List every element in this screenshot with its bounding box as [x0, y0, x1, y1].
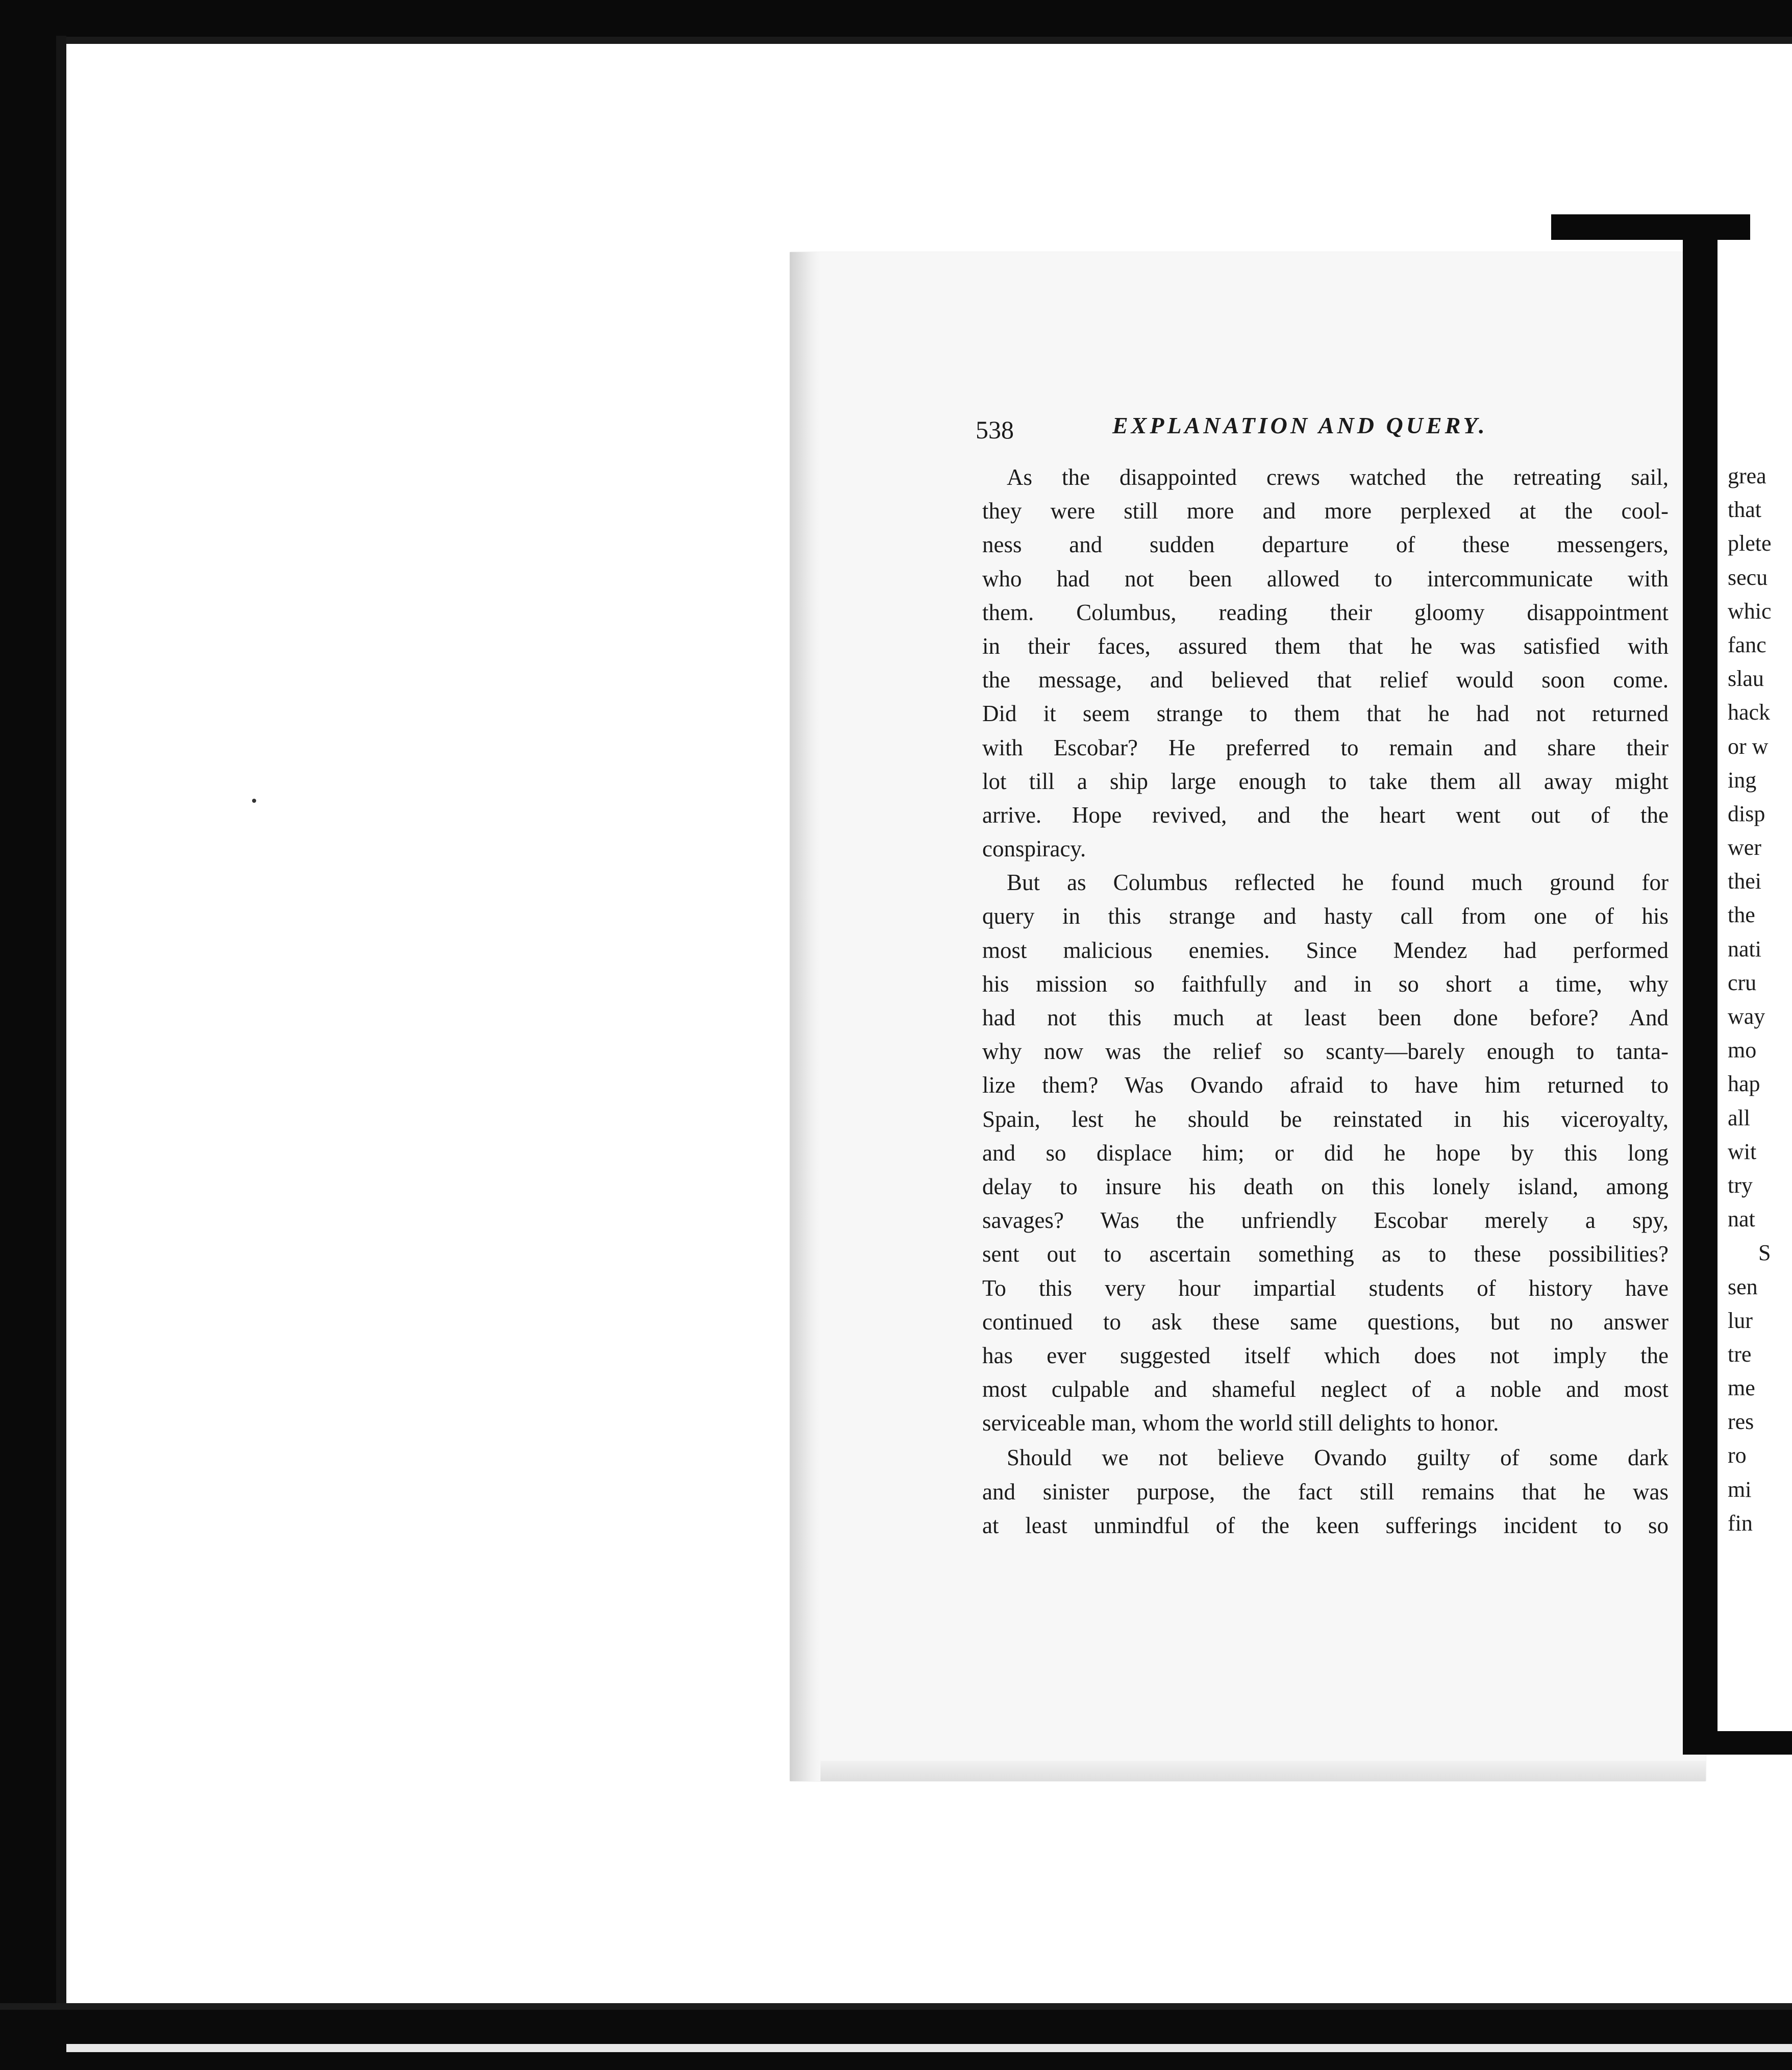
adjacent-line-fragment: me	[1728, 1375, 1755, 1401]
adjacent-line-fragment: wit	[1728, 1139, 1757, 1164]
adjacent-page-text	[1728, 459, 1772, 1540]
running-head	[976, 412, 1680, 448]
text-line: Did it seem strange to them that he had not returned	[982, 701, 1669, 727]
text-line: had not this much at least been done before? And	[982, 1005, 1669, 1030]
text-line: Spain, lest he should be reinstated in his viceroyalty,	[982, 1106, 1669, 1132]
text-line: savages? Was the unfriendly Escobar merely a spy,	[982, 1208, 1669, 1234]
dust-speck	[252, 799, 256, 803]
film-border-bottom	[0, 2010, 1792, 2070]
text-line: But as Columbus reflected he found much ground for	[1007, 870, 1669, 896]
adjacent-line-fragment: lur	[1728, 1308, 1753, 1333]
text-line: Should we not believe Ovando guilty of some dark	[1007, 1445, 1669, 1471]
adjacent-line-fragment: that	[1728, 497, 1761, 523]
text-line: ness and sudden departure of these messengers,	[982, 532, 1669, 558]
film-border-top	[0, 0, 1792, 41]
adjacent-line-fragment: wer	[1728, 835, 1761, 860]
text-line: To this very hour impartial students of history have	[982, 1275, 1669, 1301]
body-text	[982, 460, 1669, 1542]
text-line: query in this strange and hasty call from one of his	[982, 903, 1669, 929]
adjacent-line-fragment: whic	[1728, 598, 1772, 624]
page-bottom-edge	[820, 1761, 1706, 1781]
adjacent-line-fragment: slau	[1728, 666, 1764, 692]
text-line: and sinister purpose, the fact still remains that he was	[982, 1478, 1669, 1505]
adjacent-line-fragment: hack	[1728, 700, 1771, 725]
adjacent-line-fragment: secu	[1728, 564, 1768, 590]
film-border-left	[0, 0, 61, 2070]
adjacent-line-fragment: ing	[1728, 767, 1757, 793]
text-line: most malicious enemies. Since Mendez had performed	[982, 937, 1669, 963]
text-line: has ever suggested itself which does not imply the	[982, 1342, 1669, 1368]
text-line: lize them? Was Ovando afraid to have him returned to	[982, 1072, 1669, 1098]
adjacent-line-fragment: the	[1728, 902, 1755, 928]
text-line: with Escobar? He preferred to remain and share their	[982, 734, 1669, 760]
adjacent-line-fragment: fin	[1728, 1510, 1753, 1536]
paragraph	[982, 1441, 1669, 1542]
film-border-left-edge	[56, 36, 66, 2026]
text-line: in their faces, assured them that he was satisfied with	[982, 633, 1669, 659]
adjacent-line-fragment: disp	[1728, 801, 1765, 826]
text-line: serviceable man, whom the world still delights to honor.	[982, 1410, 1499, 1436]
text-line: his mission so faithfully and in so short a time, why	[982, 971, 1669, 997]
text-line: at least unmindful of the keen sufferings incident to so	[982, 1512, 1669, 1538]
adjacent-line-fragment: nat	[1728, 1206, 1755, 1232]
paragraph	[982, 460, 1669, 866]
text-line: who had not been allowed to intercommunicate with	[982, 565, 1669, 592]
text-line: continued to ask these same questions, but no answer	[982, 1309, 1669, 1335]
adjacent-line-fragment: cru	[1728, 970, 1757, 995]
text-line: the message, and believed that relief would soon come.	[982, 667, 1669, 693]
binding-clip-bar	[1683, 214, 1718, 1755]
adjacent-line-fragment: plete	[1728, 531, 1772, 556]
film-border-top-edge	[0, 37, 1792, 44]
text-line: As the disappointed crews watched the retreating sail,	[1007, 464, 1669, 490]
text-line: lot till a ship large enough to take them all away might	[982, 768, 1669, 794]
binding-clip-top	[1551, 214, 1750, 240]
text-line: sent out to ascertain something as to these possibilities?	[982, 1241, 1669, 1267]
page-number: 538	[976, 415, 1014, 444]
binding-clip-bottom	[1683, 1731, 1792, 1755]
page-gutter-shadow	[790, 252, 820, 1781]
film-bottom-strip	[66, 2044, 1792, 2052]
adjacent-line-fragment: mi	[1728, 1476, 1752, 1502]
text-line: conspiracy.	[982, 836, 1086, 862]
adjacent-line-fragment: mo	[1728, 1038, 1757, 1063]
text-line: and so displace him; or did he hope by this long	[982, 1140, 1669, 1166]
adjacent-line-fragment: S	[1758, 1240, 1771, 1266]
adjacent-line-fragment: ro	[1728, 1443, 1747, 1468]
adjacent-line-fragment: or w	[1728, 733, 1769, 759]
adjacent-line-fragment: thei	[1728, 869, 1761, 894]
text-line: why now was the relief so scanty—barely enough to tanta-	[982, 1039, 1669, 1065]
adjacent-line-fragment: res	[1728, 1409, 1754, 1435]
text-line: them. Columbus, reading their gloomy disappointment	[982, 599, 1669, 625]
adjacent-line-fragment: way	[1728, 1004, 1765, 1029]
adjacent-line-fragment: tre	[1728, 1341, 1752, 1367]
text-line: they were still more and more perplexed at the cool-	[982, 498, 1669, 524]
text-line: arrive. Hope revived, and the heart went out of the	[982, 802, 1669, 828]
running-head-title: EXPLANATION AND QUERY.	[1112, 412, 1488, 438]
adjacent-line-fragment: hap	[1728, 1071, 1760, 1097]
adjacent-page	[1718, 240, 1792, 1731]
text-line: delay to insure his death on this lonely island, among	[982, 1173, 1669, 1199]
adjacent-line-fragment: grea	[1728, 463, 1766, 488]
adjacent-line-fragment: sen	[1728, 1274, 1758, 1299]
adjacent-line-fragment: fanc	[1728, 632, 1766, 657]
adjacent-line-fragment: all	[1728, 1105, 1750, 1130]
adjacent-line-fragment: nati	[1728, 936, 1761, 962]
text-line: most culpable and shameful neglect of a noble and most	[982, 1376, 1669, 1402]
adjacent-line-fragment: try	[1728, 1172, 1753, 1198]
paragraph	[982, 866, 1669, 1440]
